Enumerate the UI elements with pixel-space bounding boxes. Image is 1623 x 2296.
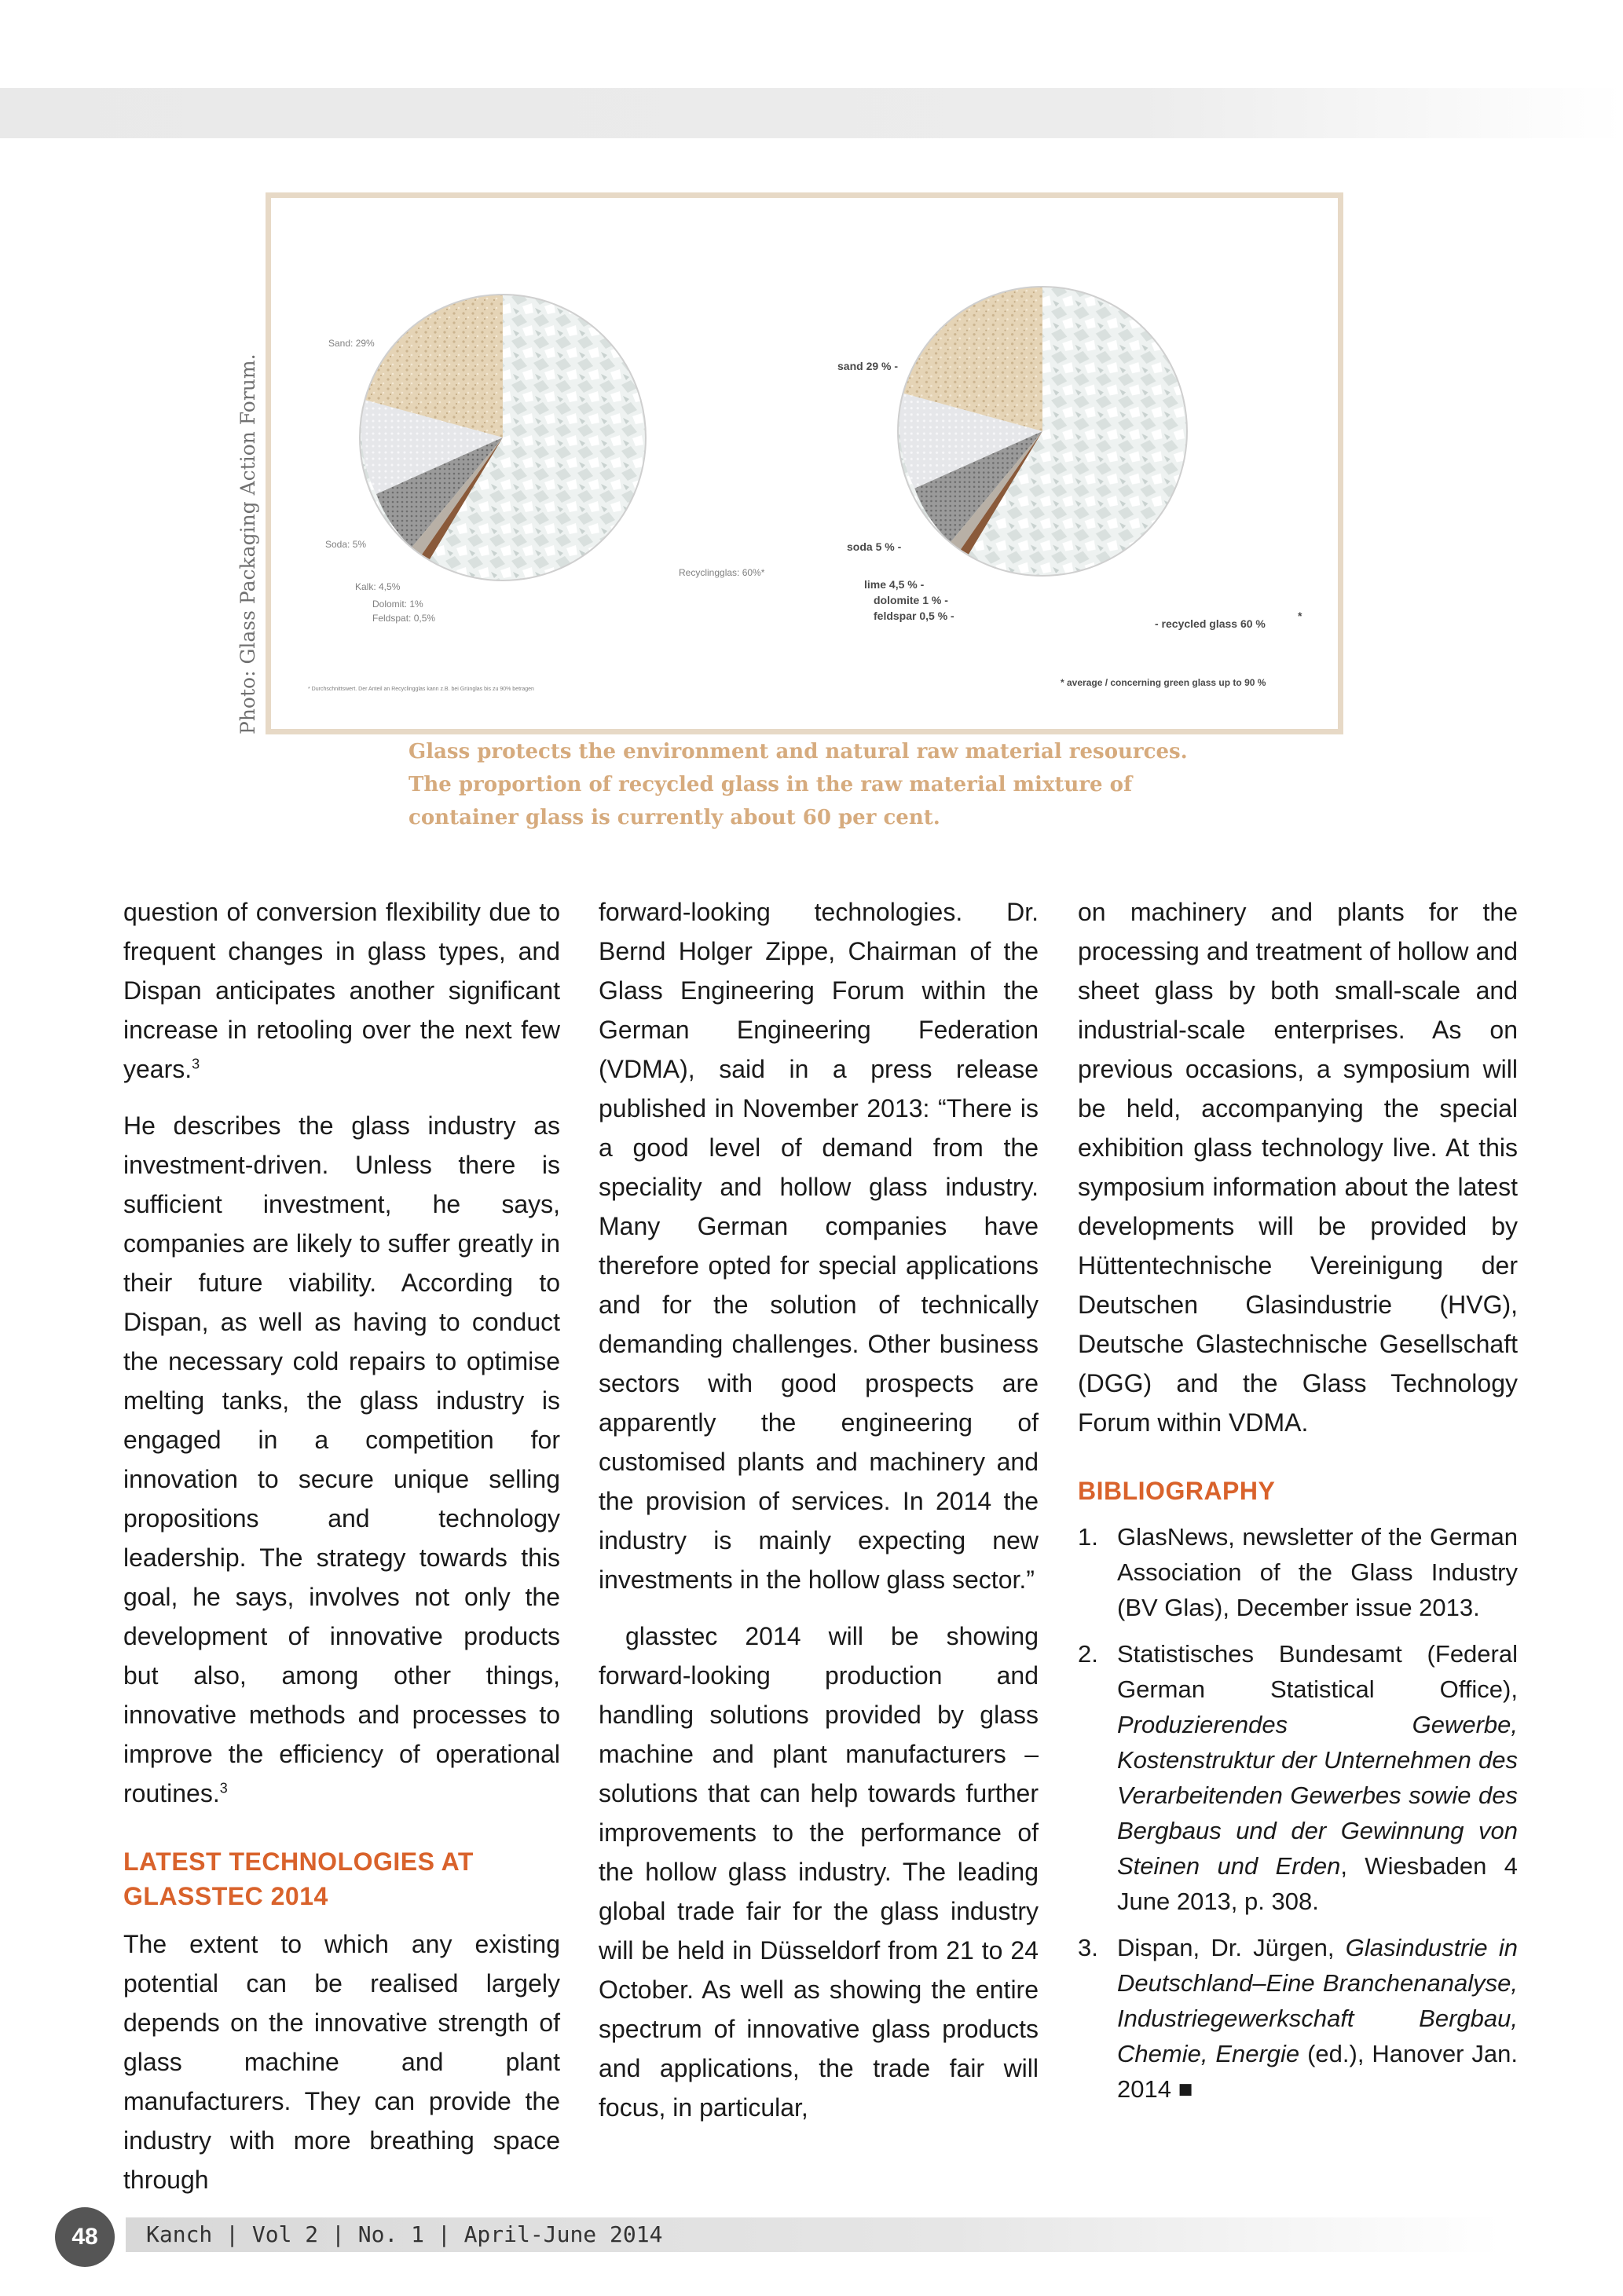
- photo-credit: Photo: Glass Packaging Action Forum.: [236, 353, 259, 734]
- paragraph-text: He describes the glass industry as investment-driven. Unless there is sufficient investment, he says, companies are likely to suffer greatly in their future viability. According to Dispan, as well as having to conduct the necessary cold repairs to optimise melting tanks, the glass industry is engaged in a competition for innovation to secure unique selling propositions and technology leadership. The strategy towards this goal, he says, involves not only the development of innovative products but also, among other things, innovative methods and processes to improve the efficiency of operational routines.: [123, 1111, 560, 1807]
- column-2: [599, 892, 1039, 2127]
- citation-marker: 3: [192, 1056, 200, 1072]
- pie-label: sand 29 % -: [837, 360, 899, 372]
- pie-label: Recyclingglas: 60%*: [679, 567, 765, 578]
- paragraph: glasstec 2014 will be showing forward-looking production and handling solutions provided by glass machine and plant manufacturers – solutions that can help towards further improvements to the performance of the hollow glass industry. The leading global trade fair for the glass industry will be held in Düsseldorf from 21 to 24 October. As well as showing the entire spectrum of innovative glass products and applications, the trade fair will focus, in particular,: [599, 1622, 1039, 2122]
- pie-footnote: * Durchschnittswert. Der Anteil an Recyclingglas kann z.B. bei Grünglas bis zu 90% betragen: [308, 687, 534, 692]
- bibliography-item: [1078, 1930, 1518, 2107]
- pie-label: Dolomit: 1%: [372, 599, 423, 610]
- page-number: 48: [55, 2207, 115, 2267]
- bibliography-text: GlasNews, newsletter of the German Association of the Glass Industry (BV Glas), December issue 2013.: [1117, 1523, 1518, 1621]
- paragraph: on machinery and plants for the processing and treatment of hollow and sheet glass by both small-scale and industrial-scale enterprises. As on previous occasions, a symposium will be held, accompanying the special exhibition glass technology live. At this symposium information about the latest developments will be provided by Hüttentechnische Vereinigung der Deutschen Glasindustrie (HVG), Deutsche Glastechnische Gesellschaft (DGG) and the Glass Technology Forum within VDMA.: [1078, 898, 1518, 1437]
- paragraph: forward-looking technologies. Dr. Bernd Holger Zippe, Chairman of the Glass Engineering Forum within the German Engineering Federation (VDMA), said in a press release published in November 2013: “There is a good level of demand from the speciality and hollow glass industry. Many German companies have therefore opted for special applications and for the solution of technically demanding challenges. Other business sectors with good prospects are apparently the engineering of customised plants and machinery and the provision of services. In 2014 the industry is mainly expecting new investments in the hollow glass sector.”: [599, 898, 1039, 1594]
- caption-line: Glass protects the environment and natural raw material resources.: [408, 740, 1188, 764]
- section-heading-line: GLASSTEC 2014: [123, 1882, 328, 1910]
- paragraph: [123, 892, 560, 1089]
- column-1: [123, 892, 560, 2199]
- bibliography-text: Dispan, Dr. Jürgen,: [1117, 1934, 1346, 1961]
- pie-label: Feldspat: 0,5%: [372, 613, 436, 624]
- bibliography-title: Glasindustrie in Deutschland–Eine Branchenanalyse, Industriegewerkschaft Bergbau, Chemie, Energie: [1117, 1934, 1518, 2067]
- bibliography-text: Statistisches Bundesamt (Federal German Statistical Office),: [1117, 1640, 1518, 1703]
- figure-caption: [408, 735, 1210, 834]
- pie-label: lime 4,5 % -: [864, 578, 925, 591]
- bibliography-text: , Wiesbaden 4 June 2013, p. 308.: [1117, 1852, 1519, 1915]
- column-3: [1078, 892, 1518, 2118]
- pie-label: Soda: 5%: [325, 539, 367, 550]
- bibliography-item: [1078, 1636, 1518, 1919]
- bibliography-list: [1078, 1519, 1518, 2107]
- pie-label: Kalk: 4,5%: [355, 581, 401, 592]
- pie-label-asterisk: *: [1298, 610, 1302, 622]
- bibliography-title: Produzierendes Gewerbe, Kostenstruktur der Unternehmen des Verarbeitenden Gewerbes sowie des Bergbaus und der Gewinnung von Steinen und Erden: [1117, 1711, 1518, 1880]
- bibliography-heading: BIBLIOGRAPHY: [1078, 1477, 1276, 1505]
- citation-marker: 3: [219, 1780, 228, 1796]
- bibliography-number: 1.: [1078, 1523, 1098, 1551]
- journal-footer: Kanch | Vol 2 | No. 1 | April-June 2014: [146, 2221, 663, 2247]
- bibliography-text: (ed.), Hanover Jan. 2014 ■: [1117, 2040, 1518, 2103]
- pie-label: Sand: 29%: [328, 338, 375, 349]
- paragraph: The extent to which any existing potential can be realised largely depends on the innovative strength of glass machine and plant manufacturers. They can provide the industry with more breathing space through: [123, 1930, 560, 2194]
- section-heading: [123, 1844, 560, 1913]
- pie-label: dolomite 1 % -: [874, 594, 948, 606]
- paragraph-text: question of conversion flexibility due to frequent changes in glass types, and Dispan anticipates another significant increase in retooling over the next few years.: [123, 898, 560, 1083]
- raw-material-pie-english: [896, 284, 1189, 578]
- pie-label: - recycled glass 60 %: [1155, 617, 1266, 630]
- pie-label: soda 5 % -: [847, 540, 902, 553]
- pie-label: feldspar 0,5 % -: [874, 610, 954, 622]
- pie-footnote: * average / concerning green glass up to 90 %: [1061, 677, 1266, 688]
- section-heading-line: LATEST TECHNOLOGIES AT: [123, 1847, 474, 1876]
- paragraph: [123, 1106, 560, 1813]
- raw-material-pie-german: [357, 292, 648, 583]
- bibliography-number: 3.: [1078, 1934, 1098, 1961]
- bibliography-item: [1078, 1519, 1518, 1625]
- caption-line: The proportion of recycled glass in the raw material mixture of: [408, 773, 1133, 796]
- bibliography-number: 2.: [1078, 1640, 1098, 1668]
- caption-line: container glass is currently about 60 per cent.: [408, 806, 940, 829]
- header-band: [0, 88, 1623, 138]
